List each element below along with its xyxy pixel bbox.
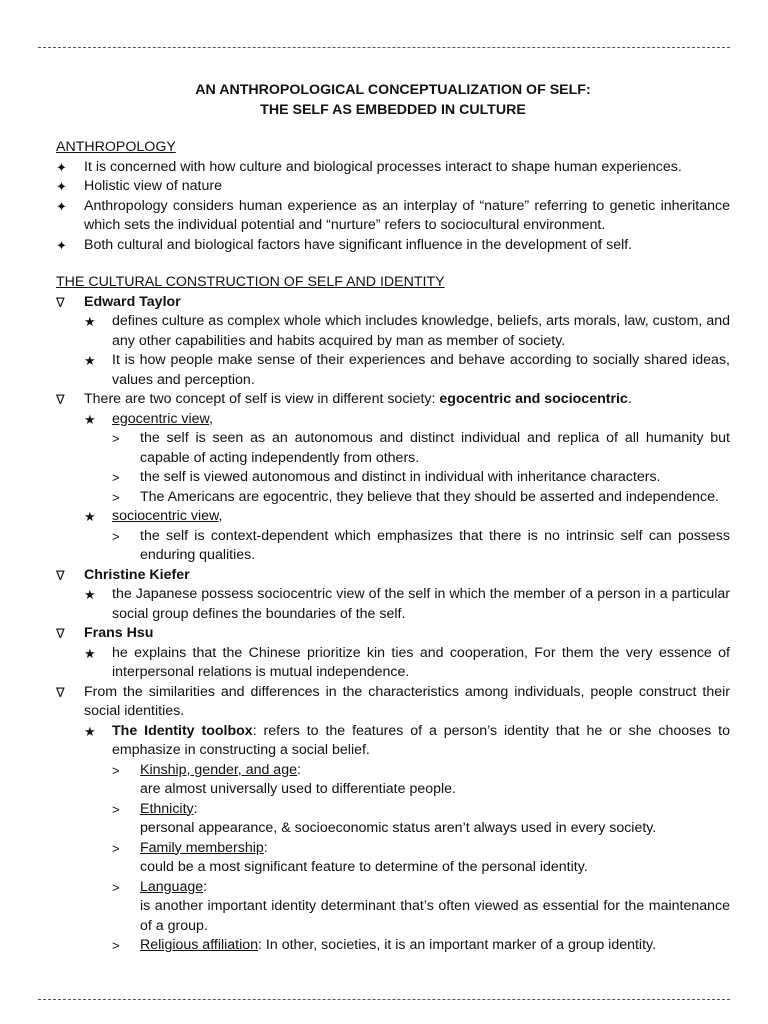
list-item-kiefer [56,566,730,625]
star-bullet-icon: ★ [84,353,96,368]
triangle-bullet-icon: ∇ [56,294,65,310]
list-item: > Religious affiliation: In other, societies, it is an important marker of a group identity. [112,936,730,956]
arrow-bullet-icon: > [112,431,120,446]
anthropology-list [56,158,730,256]
list-item-sociocentric: ★ sociocentric view, > the self is context-dependent which emphasizes that there is no intrinsic self can possess enduring qualities. [84,507,730,566]
list-item-hsu [56,624,730,683]
list-item: > The Americans are egocentric, they believe that they should be asserted and independence. [112,488,730,508]
cultural-heading: THE CULTURAL CONSTRUCTION OF SELF AND IDENTITY [56,274,445,290]
list-item-egocentric: ★ egocentric view, > the self is seen as an autonomous and distinct individual and replica of all humanity but capable of acting independently from others. > the self is viewed autonomous and distinct in individual with inheritance characters. > The Americans are egocentric, they believe that they should be asserted and independence. [84,410,730,508]
triangle-bullet-icon: ∇ [56,392,65,407]
plus-bullet-icon: ✦ [56,159,67,175]
list-item: > the self is context-dependent which emphasizes that there is no intrinsic self can possess enduring qualities. [112,527,730,563]
list-item-toolbox: ★ The Identity toolbox: refers to the features of a person’s identity that he or she chooses to emphasize in constructing a social belief. > Kinship, gender, and age: are almost universally used to differentiate people. > Ethnicity: personal appearance, & socioeconomic status aren’t always used in every society. > Family membership: could be a most significant feature to determine of the personal identity. > Language: is another important identity determinant that’s often viewed as essential for the maintenance of a group. > Religious affiliation: In other, societies, it is an important marker of a group identity. [84,722,730,956]
triangle-bullet-icon: ∇ [56,626,65,641]
document-page [56,81,730,956]
list-item: ★ he explains that the Chinese prioritize kin ties and cooperation, For them the very essence of interpersonal relations is mutual independence. [84,644,730,680]
list-item: > the self is seen as an autonomous and distinct individual and replica of all humanity but capable of acting independently from others. [112,430,730,466]
person-name: Frans Hsu [84,625,154,641]
arrow-bullet-icon: > [112,762,120,778]
arrow-bullet-icon: > [112,489,120,505]
bottom-dashed-rule [38,999,730,1000]
list-item: > Language: is another important identity determinant that’s often viewed as essential for the maintenance of a group. [112,878,730,934]
list-item: ✦ Holistic view of nature [56,177,730,197]
list-item-two-concepts: ∇ There are two concept of self is view in different society: egocentric and sociocentric. ★ egocentric view, > the self is seen as an autonomous and distinct individual and replica of all humanity but capable of acting independently from others. > the self is viewed autonomous and distinct in individual with inheritance characters. > The Americans are egocentric, they believe that they should be asserted and independence. ★ sociocentric view, > the self is context-dependent which emphasizes that there is no intrinsic self can possess enduring qualities. [56,390,730,566]
list-item: ✦ Both cultural and biological factors have significant influence in the development of self. [56,236,730,256]
plus-bullet-icon: ✦ [56,237,67,253]
cultural-list [56,293,730,956]
star-bullet-icon: ★ [84,509,96,524]
list-item: > Family membership: could be a most significant feature to determine of the personal identity. [112,839,588,875]
list-item: ★ the Japanese possess sociocentric view of the self in which the member of a person in a particular social group defines the boundaries of the self. [84,586,730,622]
list-item-similarities: ∇ From the similarities and differences in the characteristics among individuals, people construct their social identities. ★ The Identity toolbox: refers to the features of a person’s identity that he or she chooses to emphasize in constructing a social belief. > Kinship, gender, and age: are almost universally used to differentiate people. > Ethnicity: personal appearance, & socioeconomic status aren’t always used in every society. > Family membership: could be a most significant feature to determine of the personal identity. > Language: is another important identity determinant that’s often viewed as essential for the maintenance of a group. > Religious affiliation: In other, societies, it is an important marker of a group identity. [56,683,730,956]
triangle-bullet-icon: ∇ [56,684,65,700]
person-name: Christine Kiefer [84,566,190,583]
person-name: Edward Taylor [84,293,181,310]
arrow-bullet-icon: > [112,938,120,953]
anthropology-heading: ANTHROPOLOGY [56,139,176,155]
arrow-bullet-icon: > [112,801,120,817]
toolbox-label: The Identity toolbox [112,722,253,739]
list-item: > Ethnicity: personal appearance, & socioeconomic status aren’t always used in every society. [112,800,657,836]
star-bullet-icon: ★ [84,723,96,739]
list-item: ★ defines culture as complex whole which includes knowledge, beliefs, arts morals, law, custom, and any other capabilities and habits acquired by man as member of society. [84,313,730,349]
top-dashed-rule [38,47,730,48]
arrow-bullet-icon: > [112,528,120,544]
star-bullet-icon: ★ [84,587,96,602]
star-bullet-icon: ★ [84,411,96,427]
star-bullet-icon: ★ [84,645,96,661]
list-item-taylor [56,293,730,391]
term-label: egocentric view [112,410,209,427]
star-bullet-icon: ★ [84,314,96,329]
list-item: ★ It is how people make sense of their experiences and behave according to socially shared ideas, values and perception. [84,352,730,388]
document-title [56,81,730,120]
list-item: > the self is viewed autonomous and distinct in individual with inheritance characters. [112,468,730,488]
term-label: sociocentric view [112,508,219,524]
arrow-bullet-icon: > [112,470,120,485]
arrow-bullet-icon: > [112,879,120,895]
arrow-bullet-icon: > [112,840,120,856]
title-line-1: AN ANTHROPOLOGICAL CONCEPTUALIZATION OF SELF: [195,82,591,98]
list-item: > Kinship, gender, and age: are almost universally used to differentiate people. [112,761,456,797]
title-line-2: THE SELF AS EMBEDDED IN CULTURE [260,101,526,118]
plus-bullet-icon: ✦ [56,179,67,194]
plus-bullet-icon: ✦ [56,198,67,214]
triangle-bullet-icon: ∇ [56,567,65,583]
list-item: ✦ Anthropology considers human experience as an interplay of “nature” referring to genetic inheritance which sets the individual potential and “nurture” refers to sociocultural environment. [56,197,730,233]
list-item: ✦ It is concerned with how culture and biological processes interact to shape human experiences. [56,158,730,178]
